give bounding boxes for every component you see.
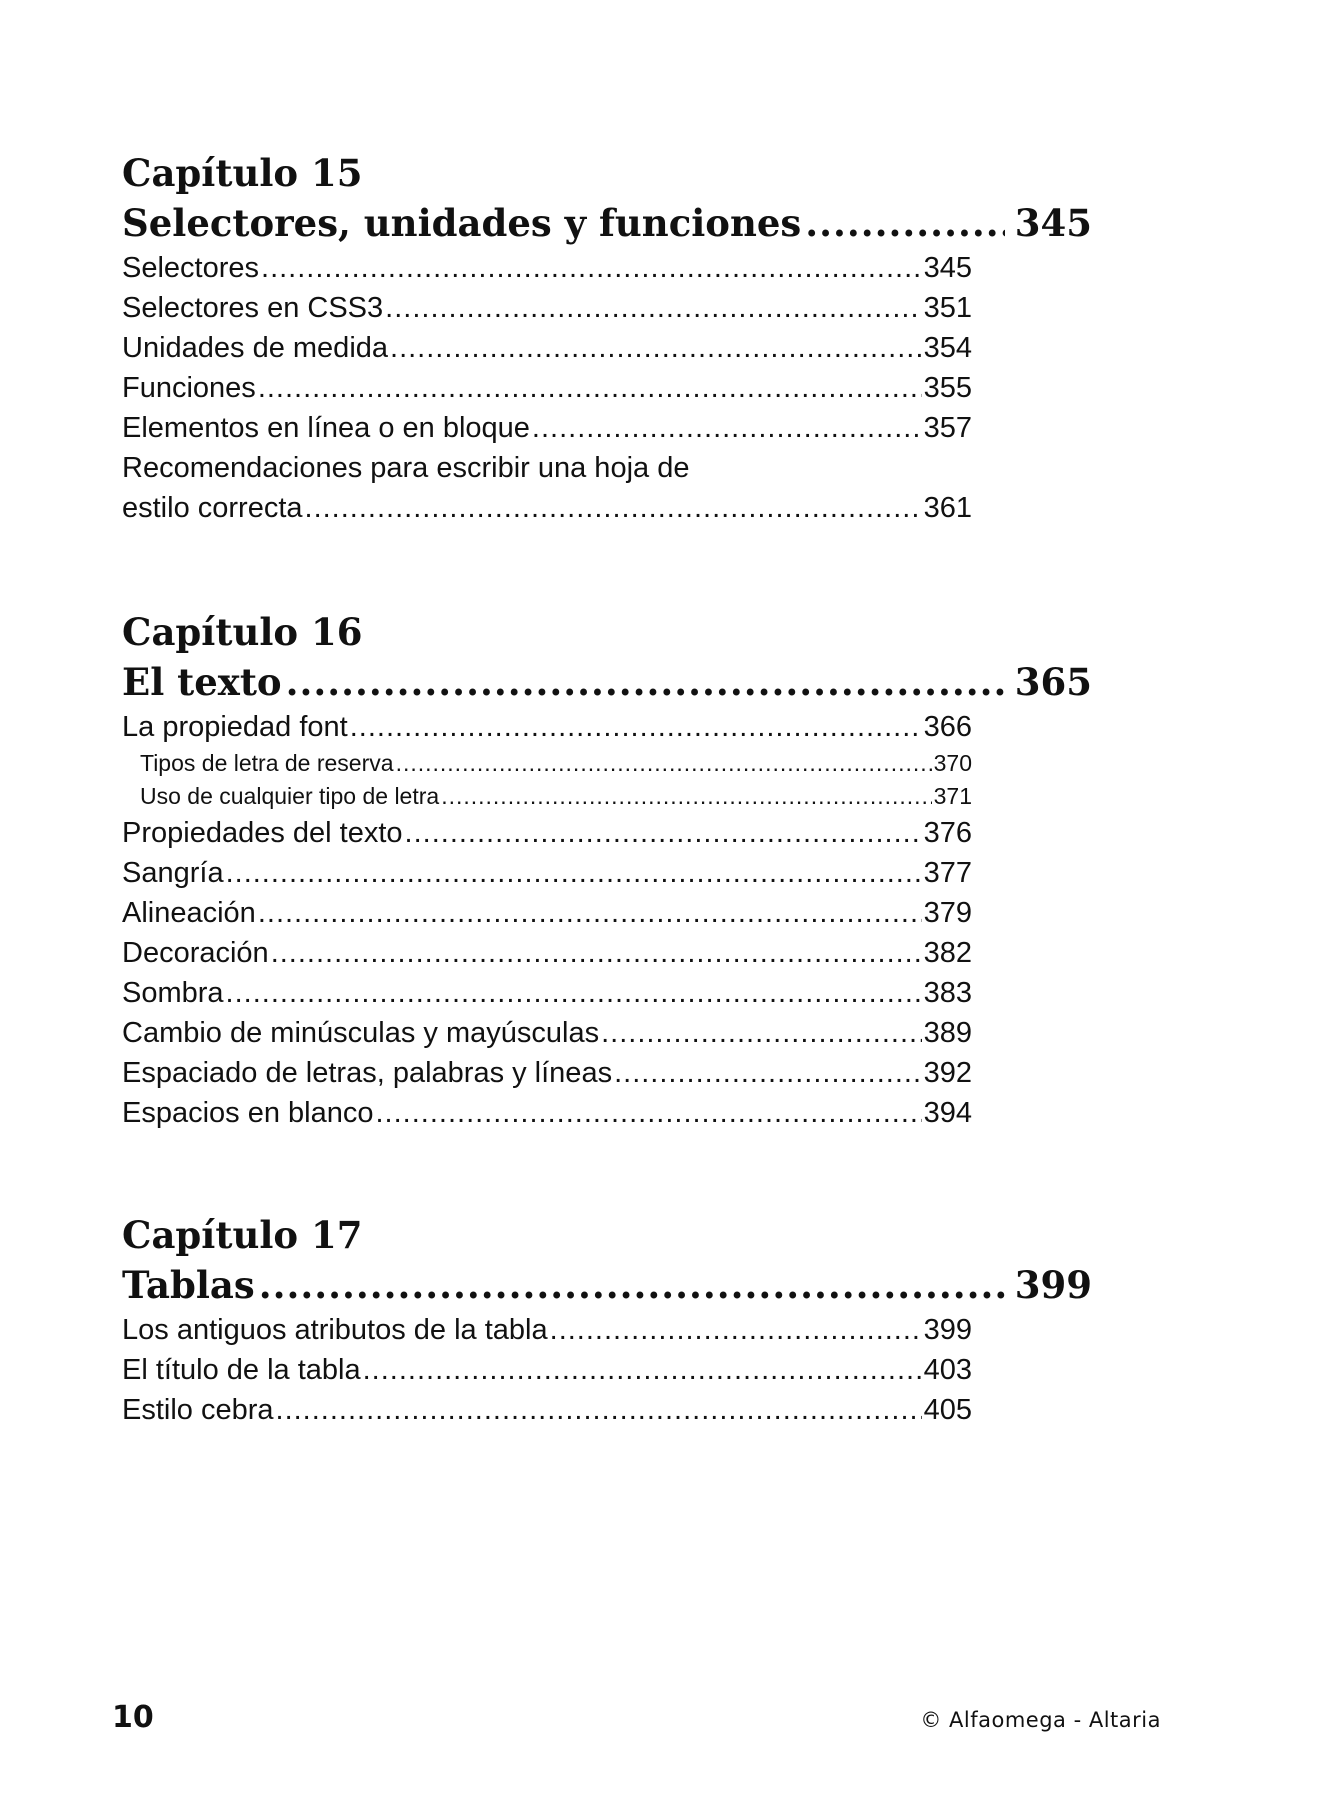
entry-title: Decoración bbox=[122, 937, 269, 969]
entry-page-number: 345 bbox=[923, 252, 972, 284]
dot-leader bbox=[405, 813, 922, 853]
entry-page-number: 354 bbox=[923, 332, 972, 364]
section-list bbox=[122, 248, 972, 528]
dot-leader bbox=[396, 747, 932, 780]
dot-leader bbox=[259, 1260, 1005, 1310]
toc-entry[interactable] bbox=[122, 707, 972, 747]
entry-title: Espaciado de letras, palabras y líneas bbox=[122, 1057, 613, 1089]
chapter-title: El texto bbox=[122, 660, 282, 704]
entry-title: Elementos en línea o en bloque bbox=[122, 412, 530, 444]
toc-entry[interactable] bbox=[122, 813, 972, 853]
dot-leader bbox=[363, 1350, 922, 1390]
toc-subentry[interactable] bbox=[122, 780, 972, 813]
chapter-title: Selectores, unidades y funciones bbox=[122, 201, 802, 245]
dot-leader bbox=[226, 973, 922, 1013]
entry-title: Los antiguos atributos de la tabla bbox=[122, 1314, 548, 1346]
toc-entry[interactable] bbox=[122, 408, 972, 448]
chapter-label: Capítulo 17 bbox=[122, 1213, 363, 1257]
entry-page-number: 351 bbox=[923, 292, 972, 324]
chapter-page-number: 399 bbox=[1014, 1263, 1092, 1307]
dot-leader bbox=[271, 933, 922, 973]
entry-page-number: 379 bbox=[923, 897, 972, 929]
toc-entry[interactable] bbox=[122, 933, 972, 973]
dot-leader bbox=[390, 328, 922, 368]
entry-title: Unidades de medida bbox=[122, 332, 389, 364]
dot-leader bbox=[226, 853, 922, 893]
chapter-page-number: 345 bbox=[1014, 201, 1092, 245]
entry-title: Selectores bbox=[122, 252, 260, 284]
entry-page-number: 383 bbox=[923, 977, 972, 1009]
toc-entry[interactable] bbox=[122, 1310, 972, 1350]
entry-title: Recomendaciones para escribir una hoja de bbox=[122, 452, 690, 484]
entry-title: estilo correcta bbox=[122, 492, 303, 524]
toc-subentry[interactable] bbox=[122, 747, 972, 780]
chapter-label: Capítulo 15 bbox=[122, 151, 363, 195]
chapter-label: Capítulo 16 bbox=[122, 610, 363, 654]
entry-page-number: 377 bbox=[923, 857, 972, 889]
toc-entry[interactable] bbox=[122, 1053, 972, 1093]
toc-entry[interactable] bbox=[122, 1390, 972, 1430]
entry-title: Tipos de letra de reserva bbox=[140, 750, 394, 776]
entry-title: Sombra bbox=[122, 977, 224, 1009]
dot-leader bbox=[258, 893, 922, 933]
dot-leader bbox=[276, 1390, 922, 1430]
chapter-title-row[interactable] bbox=[122, 657, 1092, 707]
toc-entry[interactable] bbox=[122, 248, 972, 288]
dot-leader bbox=[376, 1093, 922, 1133]
entry-page-number: 376 bbox=[923, 817, 972, 849]
entry-title: Sangría bbox=[122, 857, 224, 889]
entry-page-number: 366 bbox=[923, 711, 972, 743]
entry-title: Cambio de minúsculas y mayúsculas bbox=[122, 1017, 600, 1049]
chapter-16-section bbox=[122, 607, 1092, 1133]
toc-entry[interactable] bbox=[122, 288, 972, 328]
entry-page-number: 403 bbox=[923, 1354, 972, 1386]
dot-leader bbox=[286, 657, 1005, 707]
footer-page-number: 10 bbox=[112, 1700, 154, 1735]
chapter-title-row[interactable] bbox=[122, 198, 1092, 248]
entry-page-number: 382 bbox=[923, 937, 972, 969]
entry-page-number: 357 bbox=[923, 412, 972, 444]
entry-title: El título de la tabla bbox=[122, 1354, 361, 1386]
entry-page-number: 389 bbox=[923, 1017, 972, 1049]
toc-entry[interactable] bbox=[122, 1350, 972, 1390]
toc-entry[interactable] bbox=[122, 328, 972, 368]
entry-page-number: 361 bbox=[923, 492, 972, 524]
entry-title: Estilo cebra bbox=[122, 1394, 274, 1426]
section-list bbox=[122, 1310, 972, 1430]
entry-title: Alineación bbox=[122, 897, 256, 929]
entry-page-number: 399 bbox=[923, 1314, 972, 1346]
entry-page-number: 370 bbox=[933, 750, 972, 776]
section-list bbox=[122, 707, 972, 1133]
footer-copyright: © Alfaomega - Altaria bbox=[920, 1708, 1161, 1732]
entry-page-number: 355 bbox=[923, 372, 972, 404]
toc-entry[interactable] bbox=[122, 1013, 972, 1053]
dot-leader bbox=[441, 780, 931, 813]
chapter-15-section bbox=[122, 148, 1092, 528]
chapter-17-section bbox=[122, 1210, 1092, 1430]
toc-entry[interactable] bbox=[122, 893, 972, 933]
entry-title: Propiedades del texto bbox=[122, 817, 403, 849]
dot-leader bbox=[385, 288, 921, 328]
chapter-title: Tablas bbox=[122, 1263, 255, 1307]
entry-page-number: 405 bbox=[923, 1394, 972, 1426]
dot-leader bbox=[601, 1013, 922, 1053]
dot-leader bbox=[305, 488, 922, 528]
entry-title: Selectores en CSS3 bbox=[122, 292, 384, 324]
entry-page-number: 371 bbox=[933, 783, 972, 809]
entry-title: Uso de cualquier tipo de letra bbox=[140, 783, 440, 809]
toc-entry[interactable] bbox=[122, 853, 972, 893]
entry-title: Espacios en blanco bbox=[122, 1097, 374, 1129]
dot-leader bbox=[261, 248, 922, 288]
chapter-title-row[interactable] bbox=[122, 1260, 1092, 1310]
dot-leader bbox=[550, 1310, 922, 1350]
toc-entry[interactable] bbox=[122, 488, 972, 528]
toc-entry-wrapped-line[interactable] bbox=[122, 448, 972, 488]
dot-leader bbox=[805, 198, 1005, 248]
chapter-page-number: 365 bbox=[1014, 660, 1092, 704]
entry-page-number: 392 bbox=[923, 1057, 972, 1089]
entry-title: La propiedad font bbox=[122, 711, 348, 743]
entry-title: Funciones bbox=[122, 372, 256, 404]
toc-entry[interactable] bbox=[122, 973, 972, 1013]
dot-leader bbox=[350, 707, 922, 747]
toc-entry[interactable] bbox=[122, 368, 972, 408]
dot-leader bbox=[614, 1053, 922, 1093]
entry-page-number: 394 bbox=[923, 1097, 972, 1129]
dot-leader bbox=[258, 368, 922, 408]
toc-entry[interactable] bbox=[122, 1093, 972, 1133]
dot-leader bbox=[532, 408, 922, 448]
